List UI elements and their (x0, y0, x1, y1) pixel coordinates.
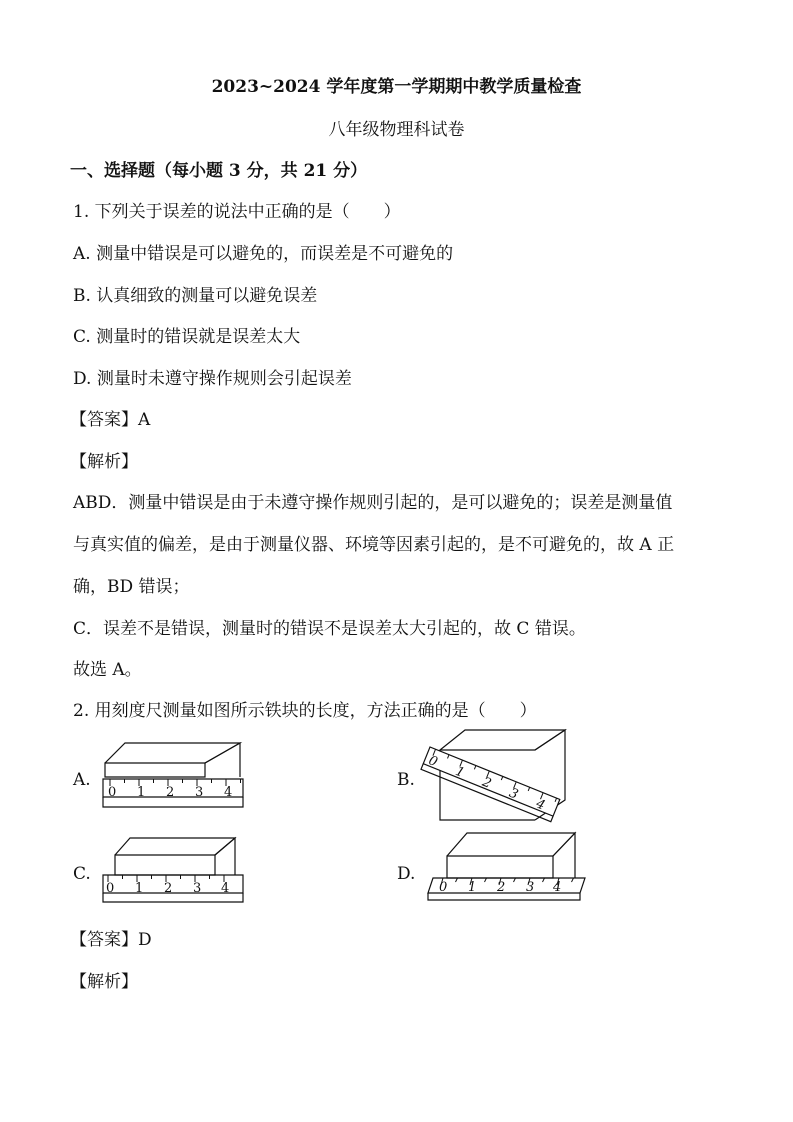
exam-title: 2023~2024 学年度第一学期期中教学质量检查 (211, 77, 582, 97)
q1-analysis-line-1: ABD．测量中错误是由于未遵守操作规则引起的，是可以避免的；误差是测量值 (73, 493, 673, 513)
figure-d (425, 828, 590, 913)
q1-analysis-line-4: C．误差不是错误，测量时的错误不是误差太大引起的，故 C 错误。 (73, 619, 586, 639)
ruler-labels (108, 785, 232, 800)
section-heading: 一、选择题（每小题 3 分，共 21 分） (70, 161, 368, 181)
q1-analysis-line-5: 故选 A。 (73, 660, 142, 680)
figure-b (420, 725, 580, 835)
ruler-label: 3 (526, 880, 535, 895)
q2-stem: 2. 用刻度尺测量如图所示铁块的长度，方法正确的是（ ） (73, 701, 537, 721)
q1-option-c: C. 测量时的错误就是误差太大 (73, 327, 301, 347)
q1-analysis-line-2: 与真实值的偏差，是由于测量仪器、环境等因素引起的，是不可避免的，故 A 正 (73, 535, 675, 555)
block-side (553, 833, 575, 878)
q2-analysis-label: 【解析】 (70, 972, 138, 992)
figure-c (95, 830, 255, 915)
block-front (447, 856, 553, 878)
ruler-body (428, 878, 585, 893)
block-top (115, 838, 235, 855)
q1-option-a: A. 测量中错误是可以避免的，而误差是不可避免的 (73, 244, 454, 264)
block-side (205, 743, 240, 777)
block-side (215, 838, 235, 875)
ruler-label: 3 (193, 881, 202, 896)
exam-subtitle: 八年级物理科试卷 (328, 120, 465, 140)
q1-analysis-line-3: 确，BD 错误； (73, 577, 190, 597)
ruler-label: 3 (195, 785, 204, 800)
ruler-label: 4 (221, 881, 230, 896)
ruler-label: 0 (106, 881, 115, 896)
q2-option-a-label: A. (73, 770, 91, 790)
ruler-label: 4 (533, 796, 548, 814)
q1-stem: 1. 下列关于误差的说法中正确的是（ ） (73, 202, 401, 222)
block-front (105, 763, 205, 777)
ruler-label: 2 (166, 785, 175, 800)
q2-option-c-label: C. (73, 864, 91, 884)
figure-a (95, 735, 255, 820)
ruler-label: 4 (224, 785, 233, 800)
ruler-label: 3 (506, 785, 521, 803)
ruler-label: 4 (553, 880, 562, 895)
ruler-label: 1 (137, 785, 146, 800)
q1-answer: 【答案】A (70, 410, 151, 430)
q1-option-b: B. 认真细致的测量可以避免误差 (73, 286, 318, 306)
ruler-label: 1 (453, 763, 467, 782)
ruler-label: 2 (497, 880, 506, 895)
ruler-labels (106, 881, 229, 896)
ruler-ticks (110, 779, 241, 786)
ruler-label: 0 (439, 880, 448, 895)
block-top (105, 743, 240, 763)
block-top (440, 730, 565, 750)
ruler-label: 2 (164, 881, 173, 896)
ruler-label: 1 (468, 880, 477, 895)
q2-answer: 【答案】D (70, 930, 152, 950)
ruler-label: 1 (135, 881, 144, 896)
block-front (115, 855, 215, 875)
q1-analysis-label: 【解析】 (70, 452, 138, 472)
q2-option-b-label: B. (397, 770, 415, 790)
ruler-label: 0 (108, 785, 117, 800)
ruler-label: 0 (426, 753, 440, 771)
q1-option-d: D. 测量时未遵守操作规则会引起误差 (73, 369, 352, 389)
q2-option-d-label: D. (397, 864, 416, 884)
ruler-label: 2 (479, 774, 494, 792)
